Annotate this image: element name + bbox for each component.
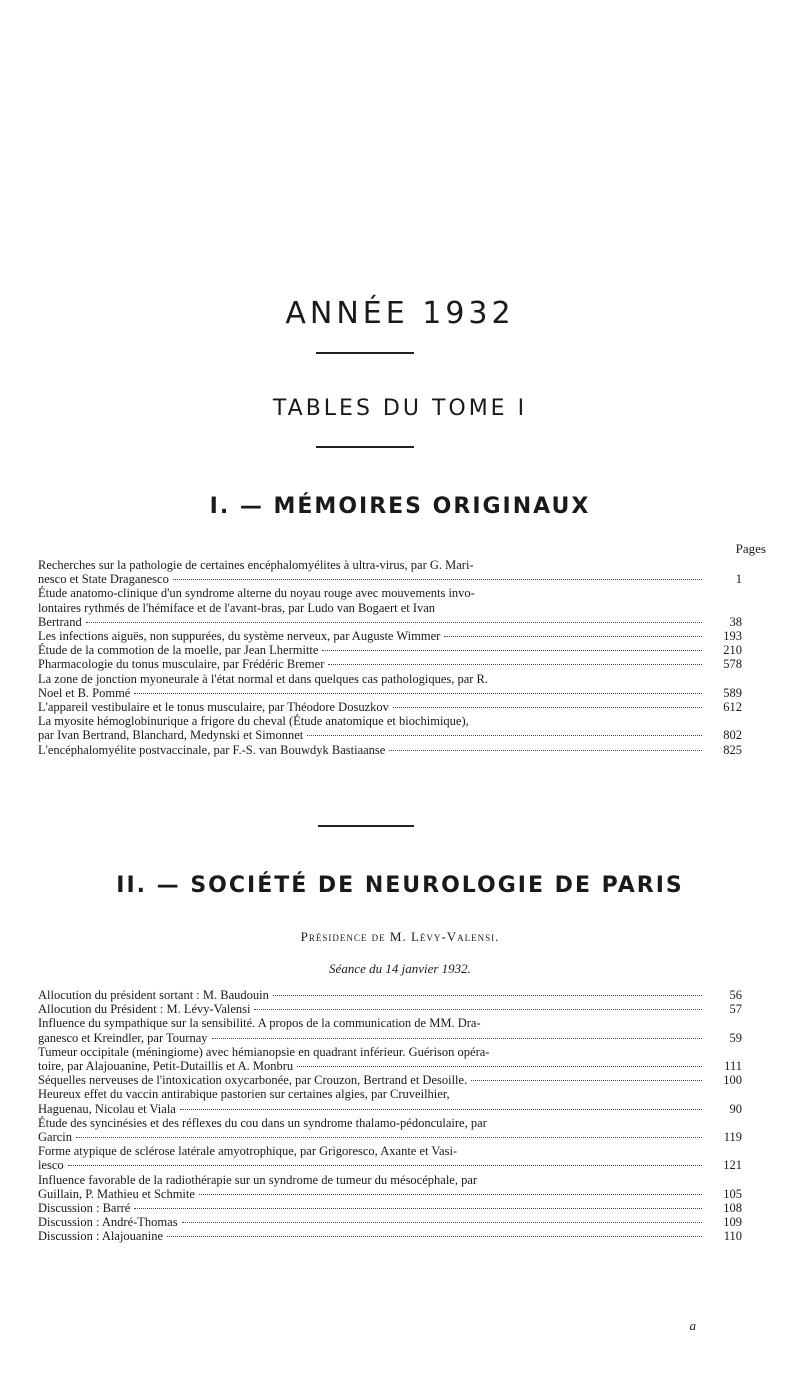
toc-entry-text: Discussion : Barré — [38, 1201, 131, 1216]
toc-entry-line: Étude des syncinésies et des réflexes du cou dans un syndrome thalamo-pédonculaire, par — [38, 1115, 487, 1130]
section-2-entries — [38, 988, 742, 1244]
dot-leader — [254, 1009, 702, 1010]
dot-leader — [134, 693, 702, 694]
toc-entry-line: Heureux effet du vaccin antirabique pastorien sur certaines algies, par Cruveilhier, — [38, 1087, 450, 1102]
toc-entry — [38, 643, 742, 657]
title-rule — [316, 352, 414, 354]
toc-entry — [38, 558, 742, 586]
toc-entry — [38, 988, 742, 1002]
toc-page-number: 589 — [723, 685, 742, 700]
toc-entry-line: lontaires rythmés de l'hémiface et de l'avant-bras, par Ludo van Bogaert et Ivan — [38, 600, 436, 615]
toc-page-number: 59 — [729, 1030, 742, 1045]
toc-page-number: 108 — [723, 1201, 742, 1216]
dot-leader — [173, 579, 702, 580]
toc-entry-text: Discussion : Alajouanine — [38, 1229, 163, 1244]
presidence-line: Présidence de M. Lévy-Valensi. — [300, 929, 500, 944]
dot-leader — [393, 707, 702, 708]
toc-entry-text: Pharmacologie du tonus musculaire, par Frédéric Bremer — [38, 657, 325, 672]
toc-page-number: 109 — [723, 1215, 742, 1230]
toc-entry-text: Noel et B. Pommé — [38, 685, 131, 700]
dot-leader — [199, 1194, 702, 1195]
toc-page-number: 121 — [723, 1158, 742, 1173]
toc-entry-line: Forme atypique de sclérose latérale amyotrophique, par Grigoresco, Axante et Vasi- — [38, 1144, 458, 1159]
toc-entry-text: Séquelles nerveuses de l'intoxication oxycarbonée, par Crouzon, Bertrand et Desoille. — [38, 1073, 468, 1088]
dot-leader — [307, 735, 702, 736]
toc-entry-text: Bertrand — [38, 614, 82, 629]
toc-entry-text: nesco et State Draganesco — [38, 572, 169, 587]
toc-entry-text: Discussion : André-Thomas — [38, 1215, 178, 1230]
toc-entry — [38, 700, 742, 714]
toc-entry — [38, 1201, 742, 1215]
toc-entry-text: Allocution du président sortant : M. Baudouin — [38, 988, 269, 1002]
toc-page-number: 100 — [723, 1073, 742, 1088]
toc-entry-text: Haguenau, Nicolau et Viala — [38, 1101, 176, 1116]
toc-page-number: 210 — [723, 643, 742, 658]
toc-page-number: 119 — [723, 1130, 742, 1145]
toc-entry — [38, 1045, 742, 1073]
toc-entry-text: Guillain, P. Mathieu et Schmite — [38, 1186, 195, 1201]
toc-entry — [38, 1173, 742, 1201]
dot-leader — [297, 1066, 702, 1067]
toc-entry — [38, 1229, 742, 1243]
toc-entry — [38, 714, 742, 742]
dot-leader — [471, 1080, 702, 1081]
toc-entry-line: Influence du sympathique sur la sensibilité. A propos de la communication de MM. Dra- — [38, 1016, 481, 1031]
toc-entry-text: ganesco et Kreindler, par Tournay — [38, 1030, 208, 1045]
toc-entry-text: Les infections aiguës, non suppurées, du système nerveux, par Auguste Wimmer — [38, 629, 441, 644]
toc-entry-text: toire, par Alajouanine, Petit-Dutaillis et A. Monbru — [38, 1059, 294, 1074]
pages-column-label: Pages — [735, 541, 766, 556]
toc-page-number: 111 — [724, 1059, 742, 1074]
page-folio: a — [689, 1318, 696, 1333]
toc-entry — [38, 1087, 742, 1115]
toc-entry-line: Étude anatomo-clinique d'un syndrome alterne du noyau rouge avec mouvements invo- — [38, 586, 475, 601]
toc-page-number: 57 — [729, 1002, 742, 1017]
toc-page-number: 802 — [723, 728, 742, 743]
toc-entry — [38, 743, 742, 757]
dot-leader — [86, 622, 702, 623]
toc-page-number: 1 — [735, 572, 742, 587]
toc-entry-text: lesco — [38, 1158, 64, 1173]
dot-leader — [273, 995, 702, 996]
dot-leader — [76, 1137, 702, 1138]
section-rule — [318, 825, 414, 827]
dot-leader — [68, 1165, 702, 1166]
toc-entry-text: Allocution du Président : M. Lévy-Valensi — [38, 1002, 251, 1017]
toc-entry-line: Influence favorable de la radiothérapie sur un syndrome de tumeur du mésocéphale, par — [38, 1172, 478, 1187]
toc-entry-line: Tumeur occipitale (méningiome) avec hémianopsie en quadrant inférieur. Guérison opéra- — [38, 1044, 490, 1059]
toc-entry — [38, 1016, 742, 1044]
toc-entry — [38, 1215, 742, 1229]
dot-leader — [444, 636, 702, 637]
toc-page-number: 578 — [723, 657, 742, 672]
dot-leader — [134, 1208, 702, 1209]
toc-entry-line: La zone de jonction myoneurale à l'état normal et dans quelques cas pathologiques, par R. — [38, 671, 489, 686]
toc-entry-text: Garcin — [38, 1130, 73, 1145]
dot-leader — [182, 1222, 702, 1223]
toc-entry-text: L'appareil vestibulaire et le tonus musculaire, par Théodore Dosuzkov — [38, 700, 389, 715]
dot-leader — [328, 664, 702, 665]
toc-entry — [38, 672, 742, 700]
toc-entry — [38, 1002, 742, 1016]
toc-entry — [38, 1073, 742, 1087]
subtitle-rule — [316, 446, 414, 448]
toc-entry-text: L'encéphalomyélite postvaccinale, par F.-S. van Bouwdyk Bastiaanse — [38, 742, 386, 757]
toc-entry — [38, 1144, 742, 1172]
dot-leader — [212, 1038, 702, 1039]
toc-entry-line: Recherches sur la pathologie de certaines encéphalomyélites à ultra-virus, par G. Mari- — [38, 558, 474, 572]
toc-page-number: 56 — [729, 988, 742, 1002]
toc-entry — [38, 629, 742, 643]
toc-page-number: 110 — [723, 1229, 742, 1244]
toc-page-number: 105 — [723, 1186, 742, 1201]
page-title: ANNÉE 1932 — [285, 296, 515, 331]
toc-entry-line: La myosite hémoglobinurique a frigore du cheval (Étude anatomique et biochimique), — [38, 714, 469, 729]
toc-entry-text: par Ivan Bertrand, Blanchard, Medynski et Simonnet — [38, 728, 304, 743]
section-1-entries — [38, 558, 742, 757]
toc-page-number: 612 — [723, 700, 742, 715]
page-subtitle: TABLES DU TOME I — [272, 396, 528, 421]
toc-page-number: 825 — [723, 742, 742, 757]
toc-entry — [38, 657, 742, 671]
dot-leader — [180, 1109, 702, 1110]
toc-entry — [38, 1116, 742, 1144]
dot-leader — [389, 750, 702, 751]
toc-entry — [38, 586, 742, 629]
toc-entry-text: Étude de la commotion de la moelle, par Jean Lhermitte — [38, 643, 319, 658]
section-2-heading: II. — SOCIÉTÉ DE NEUROLOGIE DE PARIS — [116, 873, 684, 898]
toc-page-number: 38 — [729, 614, 742, 629]
dot-leader — [167, 1236, 702, 1237]
toc-page-number: 90 — [729, 1101, 742, 1116]
seance-date: Séance du 14 janvier 1932. — [329, 961, 471, 976]
toc-page-number: 193 — [723, 629, 742, 644]
dot-leader — [322, 650, 702, 651]
section-1-heading: I. — MÉMOIRES ORIGINAUX — [209, 494, 591, 519]
